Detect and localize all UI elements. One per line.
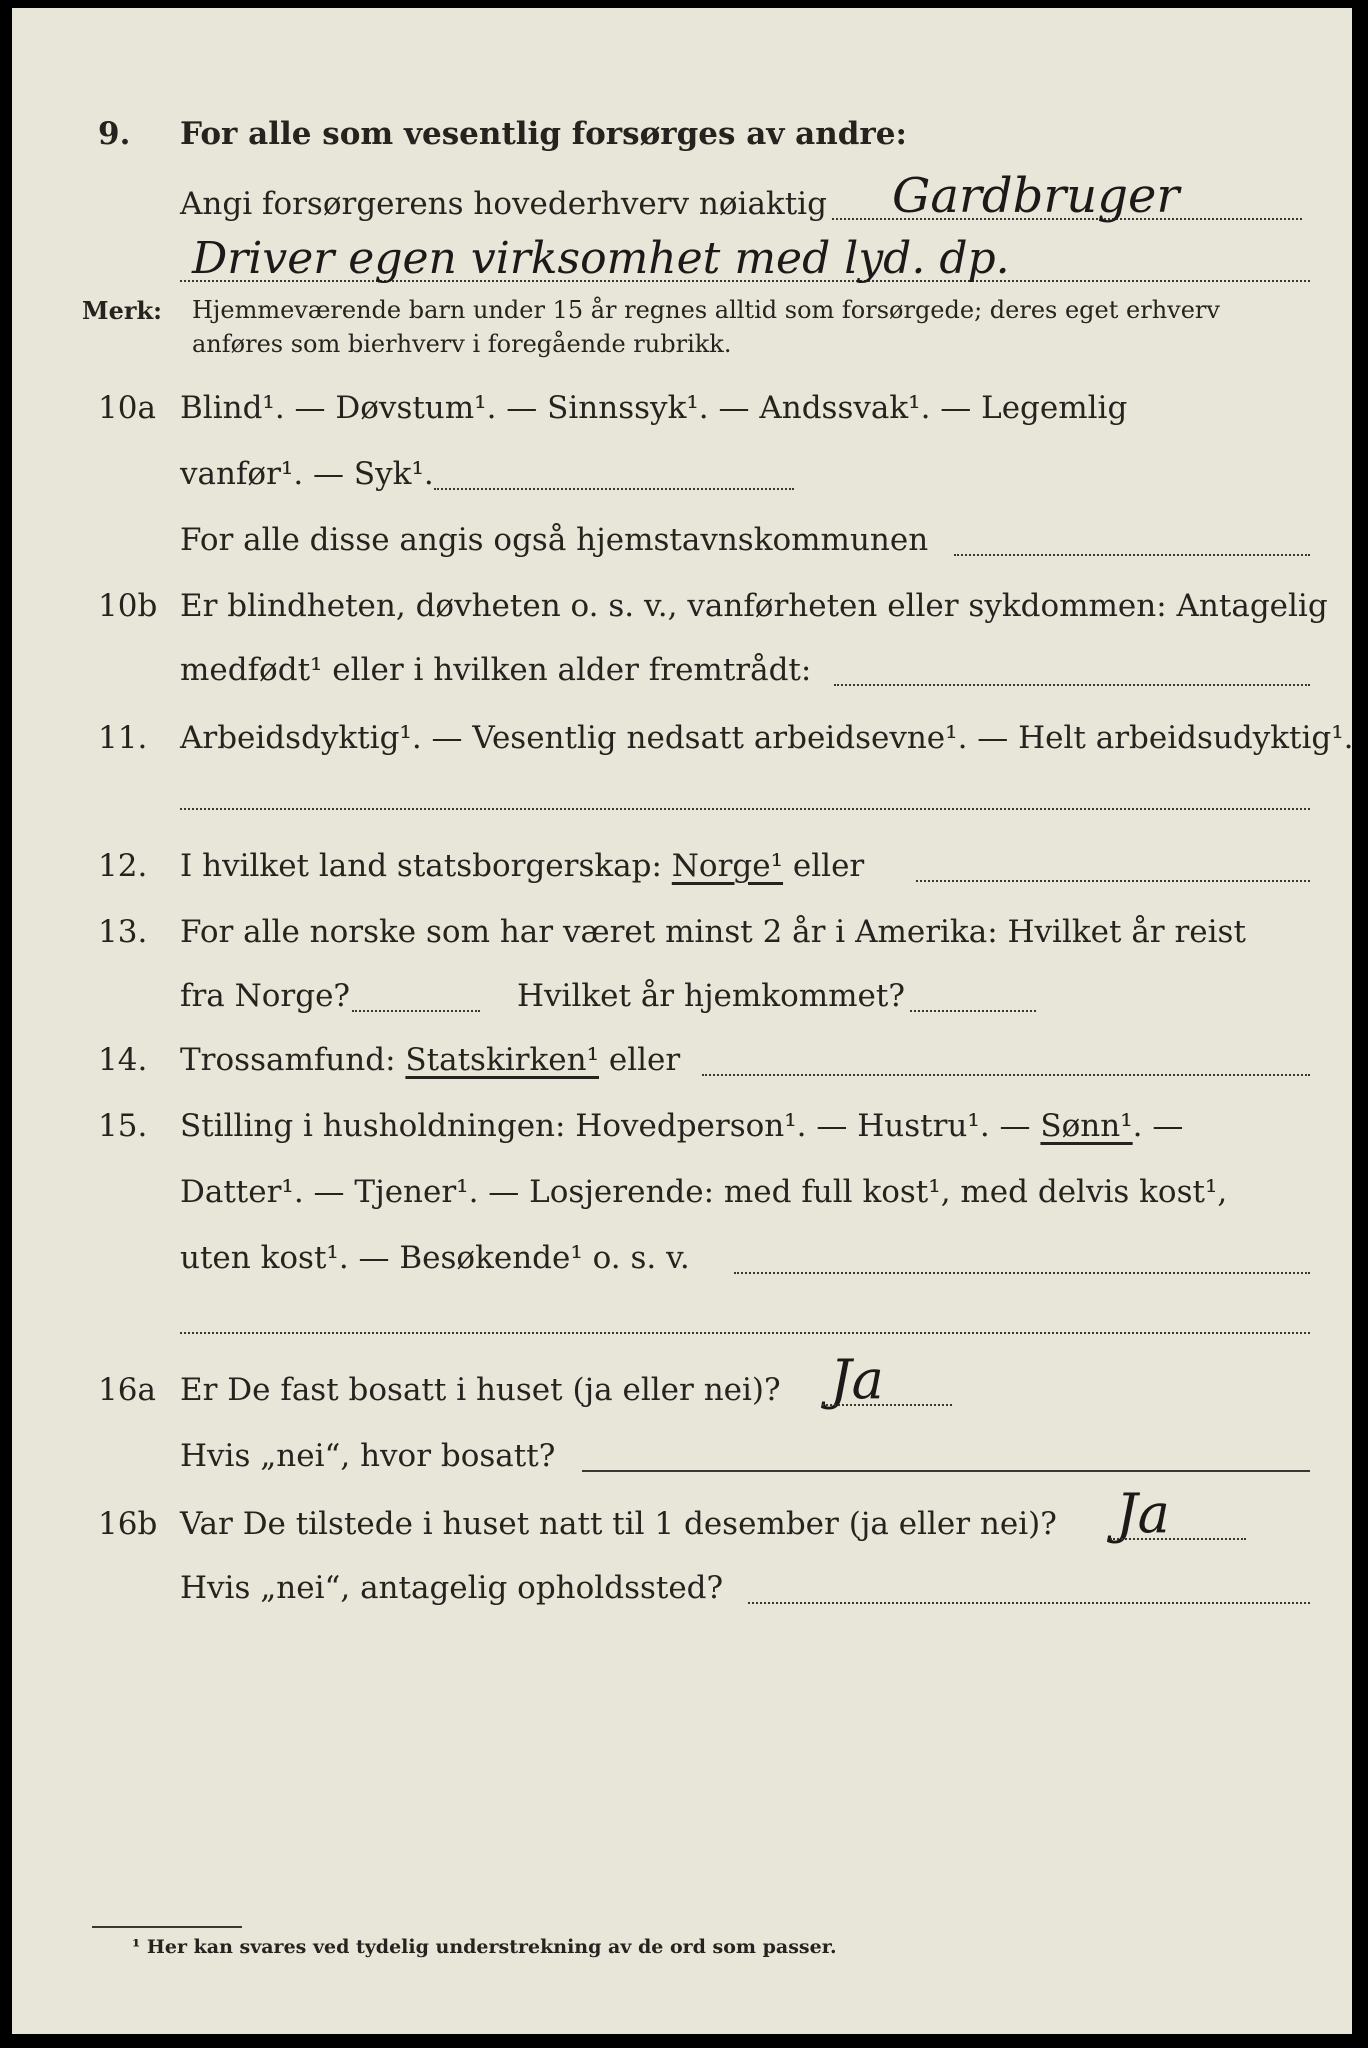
q15-line-2: Datter¹. — Tjener¹. — Losjerende: med full kost¹, med delvis kost¹,: [180, 1174, 1228, 1210]
q12-text: [180, 848, 864, 884]
merk-line-1: Hjemmeværende barn under 15 år regnes alltid som forsørgede; deres eget erhverv: [192, 296, 1220, 324]
q13-line-2a: fra Norge?: [180, 978, 351, 1014]
q13-number: 13.: [98, 914, 148, 950]
merk-label: Merk:: [82, 296, 162, 325]
q10a-line-3: For alle disse angis også hjemstavnskommunen: [180, 522, 929, 558]
q12-eller: eller: [792, 848, 865, 884]
q14-question: Trossamfund:: [180, 1042, 396, 1078]
q15-line-3: uten kost¹. — Besøkende¹ o. s. v.: [180, 1240, 690, 1276]
q14-number: 14.: [98, 1042, 148, 1078]
q12-number: 12.: [98, 848, 148, 884]
q16b-number: 16b: [98, 1506, 158, 1542]
q10a-kommune-line: [954, 554, 1310, 556]
q14-text: [180, 1042, 680, 1078]
merk-line-2: anføres som bierhverv i foregående rubrikk.: [192, 330, 732, 358]
q10a-syk-line: [434, 488, 794, 490]
q15-number: 15.: [98, 1108, 148, 1144]
q16b-answer-line: [1110, 1538, 1246, 1540]
q11-line-1: Arbeidsdyktig¹. — Vesentlig nedsatt arbeidsevne¹. — Helt arbeidsudyktig¹.: [180, 720, 1354, 756]
q14-eller: eller: [608, 1042, 681, 1078]
q15-option-sonn: Sønn¹: [1040, 1108, 1133, 1144]
q9-heading: For alle som vesentlig forsørges av andre:: [180, 116, 907, 152]
q16a-line-2: Hvis „nei“, hvor bosatt?: [180, 1438, 556, 1474]
q16b-line-1: Var De tilstede i huset natt til 1 desember (ja eller nei)?: [180, 1506, 1057, 1542]
q13-reist-line: [352, 1010, 480, 1012]
q16a-line-1: Er De fast bosatt i huset (ja eller nei)?: [180, 1372, 781, 1408]
q9-handwritten-answer-2: Driver egen virksomhet med lyd. dp.: [192, 233, 1010, 284]
q15-answer-line: [734, 1272, 1310, 1274]
q16b-handwritten-answer: Ja: [1116, 1482, 1170, 1545]
q16b-opholdssted-line: [748, 1602, 1310, 1604]
q10b-line-1: Er blindheten, døvheten o. s. v., vanførheten eller sykdommen: Antagelig: [180, 588, 1328, 624]
q10b-answer-line: [834, 684, 1310, 686]
q13-line-2b: Hvilket år hjemkommet?: [517, 978, 905, 1014]
q10a-line-2: vanfør¹. — Syk¹.: [180, 456, 434, 492]
q16b-line-2: Hvis „nei“, antagelig opholdssted?: [180, 1570, 724, 1606]
q11-number: 11.: [98, 720, 148, 756]
q10b-line-2: medfødt¹ eller i hvilken alder fremtrådt:: [180, 652, 812, 688]
q13-hjemkommet-line: [910, 1010, 1036, 1012]
q16a-answer-line: [822, 1404, 952, 1406]
q13-line-1: For alle norske som har været minst 2 år i Amerika: Hvilket år reist: [180, 914, 1246, 950]
q14-option-statskirken: Statskirken¹: [405, 1042, 599, 1078]
q12-question: I hvilket land statsborgerskap:: [180, 848, 662, 884]
q15-line-1a: Stilling i husholdningen: Hovedperson¹. — Hustru¹. —: [180, 1108, 1031, 1144]
footnote: ¹ Her kan svares ved tydelig understrekning av de ord som passer.: [132, 1936, 837, 1958]
footnote-rule: [92, 1926, 242, 1928]
q16a-number: 16a: [98, 1372, 156, 1408]
q14-answer-line: [702, 1074, 1310, 1076]
q10b-number: 10b: [98, 588, 158, 624]
q16a-handwritten-answer: Ja: [830, 1348, 884, 1411]
q12-option-norge: Norge¹: [671, 848, 784, 884]
q11-answer-line: [180, 808, 1310, 810]
q10a-number: 10a: [98, 390, 156, 426]
q12-answer-line: [916, 880, 1310, 882]
q10a-line-1: Blind¹. — Døvstum¹. — Sinnssyk¹. — Andssvak¹. — Legemlig: [180, 390, 1128, 426]
q9-number: 9.: [98, 116, 131, 152]
q15-line-1b: . —: [1132, 1108, 1184, 1144]
q9-occupation-label: Angi forsørgerens hovederhverv nøiaktig: [180, 186, 827, 222]
q16a-bosatt-line: [582, 1470, 1310, 1472]
q9-handwritten-answer-1: Gardbruger: [892, 168, 1180, 224]
census-form-page: [12, 8, 1352, 2034]
q15-text: [180, 1108, 1183, 1144]
q15-answer-line-2: [180, 1332, 1310, 1334]
